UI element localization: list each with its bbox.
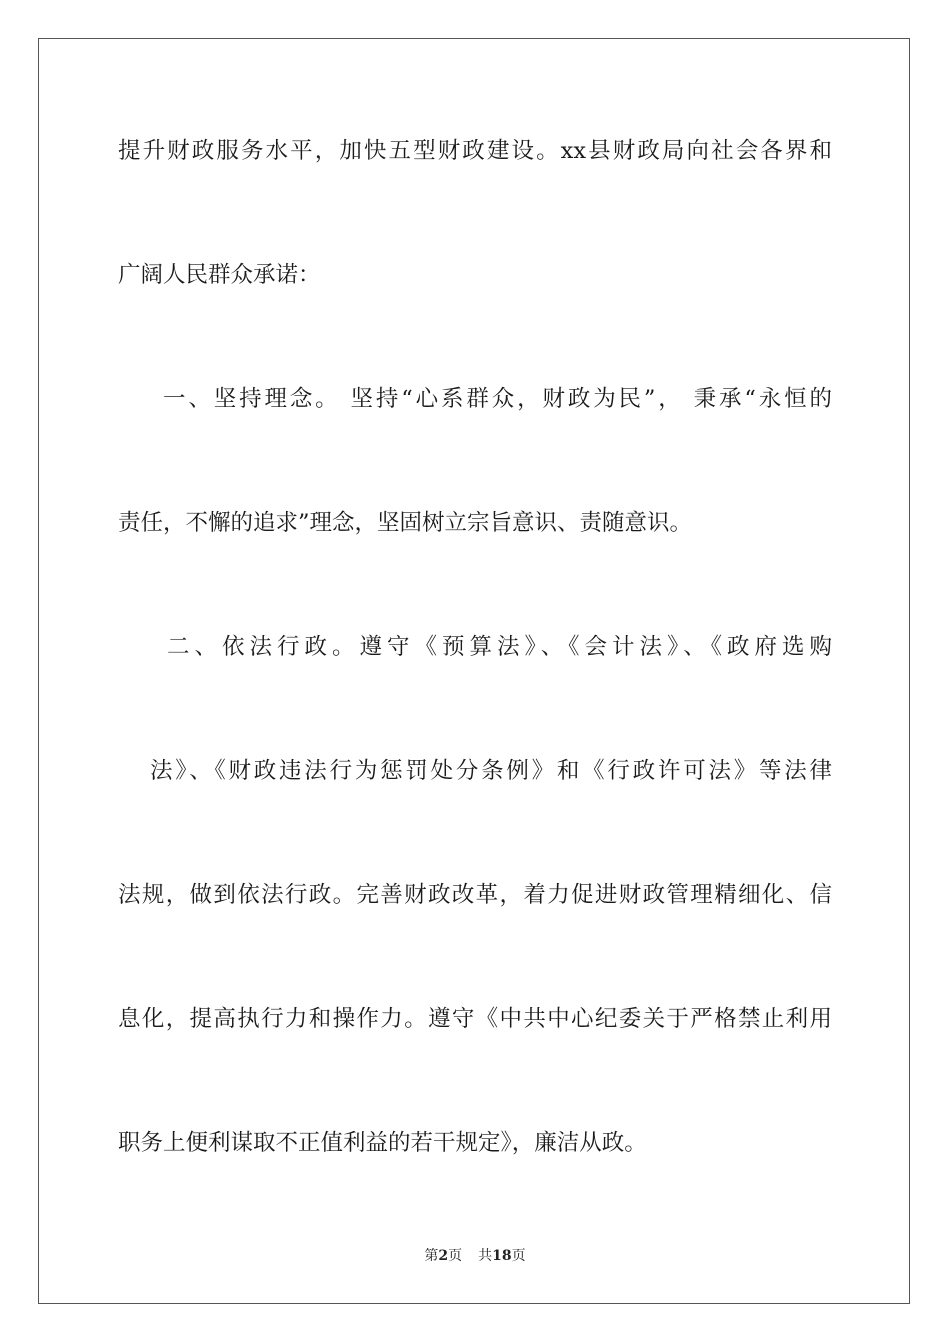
- footer-total-pages: 18: [492, 1248, 512, 1264]
- body-line-9: 职务上便利谋取不正值利益的若干规定》，廉洁从政。: [118, 1130, 647, 1156]
- footer-total-prefix: 共: [478, 1248, 493, 1264]
- body-line-2: 广阔人民群众承诺：: [118, 262, 321, 288]
- footer-page-number: 2: [438, 1248, 449, 1264]
- footer-page-prefix: 第: [424, 1248, 439, 1264]
- body-line-7: 法规，做到依法行政。完善财政改革，着力促进财政管理精细化、信: [118, 882, 832, 908]
- body-line-3: 一、坚持理念。 坚持“心系群众，财政为民”， 秉承“永恒的: [163, 386, 832, 412]
- footer-page-suffix: 页: [448, 1248, 463, 1264]
- body-line-8: 息化，提高执行力和操作力。遵守《中共中心纪委关于严格禁止利用: [118, 1006, 832, 1032]
- page-footer: [0, 1247, 950, 1265]
- body-line-6: 法》、《财政违法行为惩罚处分条例》和《行政许可法》等法律: [150, 758, 832, 784]
- page-border: [38, 38, 910, 1304]
- body-line-5: 二、依法行政。遵守《预算法》、《会计法》、《政府选购: [167, 634, 832, 660]
- body-line-4: 责任，不懈的追求”理念，坚固树立宗旨意识、责随意识。: [118, 510, 693, 536]
- footer-total-suffix: 页: [511, 1248, 526, 1264]
- body-line-1: 提升财政服务水平，加快五型财政建设。xx县财政局向社会各界和: [118, 138, 832, 164]
